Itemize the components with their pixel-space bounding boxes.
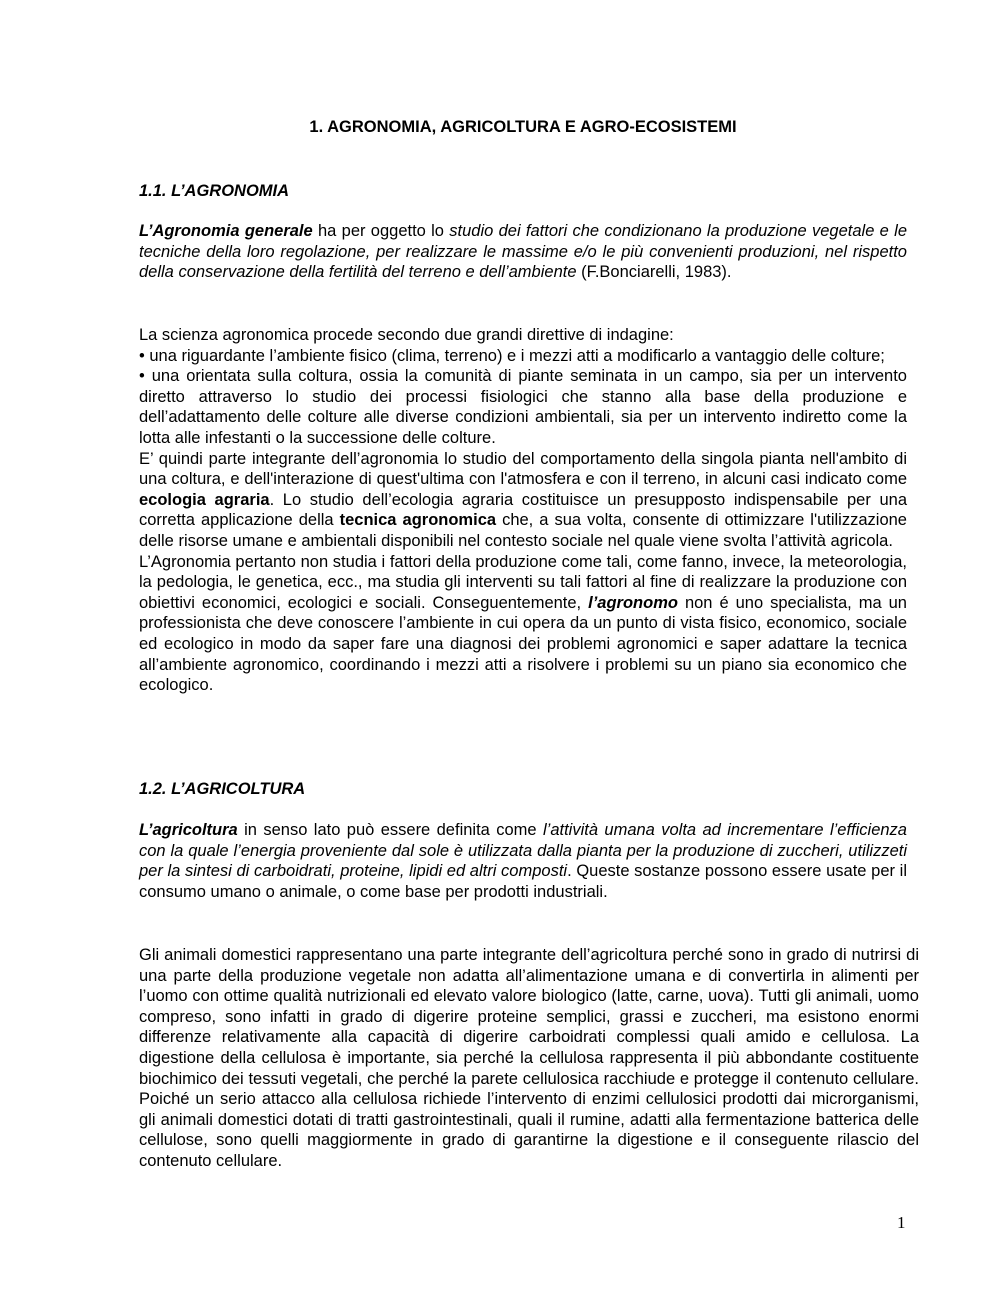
text-run: . Queste sostanze possono essere usate per il consumo umano o animale, o come base per prodotti industriali. <box>139 862 907 901</box>
text-run: . Lo studio dell’ecologia agraria costituisce un presupposto indispensabile per una corretta applicazione della <box>139 490 907 530</box>
bullet-item-coltura: • una orientata sulla coltura, ossia la comunità di piante seminata in un campo, sia per un intervento diretto attraverso lo studio dei processi fisiologici che stanno alla base della produzione e dell’adattamento delle colture alle diverse condizioni ambientali, sia per un intervento indiretto come la lotta alle infestanti o la successione delle colture. <box>139 367 907 447</box>
section-title-agronomia: 1.1. L’AGRONOMIA <box>139 182 290 200</box>
term-agricoltura: L’agricoltura <box>139 821 238 839</box>
citation: (F.Bonciarelli, 1983). <box>576 263 732 282</box>
bullet-item-ambiente: • una riguardante l’ambiente fisico (clima, terreno) e i mezzi atti a modificarlo a vantaggio delle colture; <box>139 346 885 365</box>
definition-italic: studio dei fattori che condizionano la produzione vegetale e le tecniche della loro regolazione, per realizzare le massime e/o le più convenienti produzioni, nel rispetto della conservazione della fertilità del terreno e dell’ambiente <box>139 222 908 282</box>
term-agronomo: l’agronomo <box>588 593 678 612</box>
paragraph-scienza-agronomica <box>139 325 907 696</box>
text-run: ha per oggetto lo <box>312 222 450 240</box>
section-title-agricoltura: 1.2. L’AGRICOLTURA <box>139 780 306 798</box>
chapter-title: 1. AGRONOMIA, AGRICOLTURA E AGRO-ECOSISTEMI <box>309 118 737 136</box>
text-run: in senso lato può essere definita come <box>237 821 543 839</box>
text-run: che, a sua volta, consente di ottimizzare l'utilizzazione delle risorse umane e ambientali disponibili nel contesto sociale nel quale viene svolta l’attività agricola. <box>139 511 907 550</box>
term-agronomia-generale: L’Agronomia generale <box>139 222 313 240</box>
paragraph-agricoltura-definition <box>139 820 907 902</box>
paragraph-animali-domestici <box>139 945 919 1172</box>
page-number: 1 <box>897 1213 906 1232</box>
term-ecologia-agraria: ecologia agraria <box>139 490 270 509</box>
text-run: L’Agronomia pertanto non studia i fattori della produzione come tali, come fanno, invece, la meteorologia, la pedologia, le genetica, ecc., ma studia gli interventi su tali fattori al fine di realizzare la produzione con obiettivi economici, ecologici e sociali. Conseguentemente, <box>139 552 907 612</box>
term-tecnica-agronomica: tecnica agronomica <box>339 511 497 530</box>
intro-line: La scienza agronomica procede secondo due grandi direttive di indagine: <box>139 326 674 344</box>
text-run: non é uno specialista, ma un professionista che deve conoscere l’ambiente in cui opera da un punto di vista fisico, economico, sociale ed ecologico in modo da saper fare una diagnosi dei problemi agronomici e saper adattare la tecnica all’ambiente agronomico, coordinando i mezzi atti a risolvere i problemi su un piano sia economico che ecologico. <box>139 593 907 695</box>
definition-italic: l’attività umana volta ad incrementare l’efficienza con la quale l’energia proveniente dal sole è utilizzata dalla pianta per la produzione di zuccheri, utilizzeti per la sintesi di carboidrati, proteine, lipidi ed altri composti <box>139 821 907 881</box>
paragraph-agronomia-definition <box>139 221 907 283</box>
text-run: E’ quindi parte integrante dell’agronomia lo studio del comportamento della singola pianta nell'ambito di una coltura, e dell'interazione di quest'ultima con l'atmosfera e con il terreno, in alcuni casi indicato come <box>139 449 907 489</box>
paragraph-text: Gli animali domestici rappresentano una parte integrante dell’agricoltura perché sono in grado di nutrirsi di una parte della produzione vegetale non adatta all’alimentazione umana e di convertirla in alimenti per l’uomo con ottime qualità nutrizionali ed elevato valore biologico (latte, carne, uova). Tutti gli animali, uomo compreso, sono infatti in grado di digerire proteine semplici, grassi e zuccheri, ma esistono enormi differenze relativamente alla capacità di digerire carboidrati complessi quali amido e cellulosa. La digestione della cellulosa è importante, sia perché la cellulosa rappresenta il più abbondante costituente biochimico dei tessuti vegetali, che perché la parete cellulosica racchiude e protegge il contenuto cellulare. Poiché un serio attacco alla cellulosa richiede l’intervento di enzimi cellulosici prodotti dai microrganismi, gli animali domestici dotati di tratti gastrointestinali, quali il rumine, adatti alla fermentazione batterica delle cellulose, sono quelli maggiormente in grado di garantirne la digestione e il conseguente rilascio del contenuto cellulare. <box>139 946 919 1170</box>
